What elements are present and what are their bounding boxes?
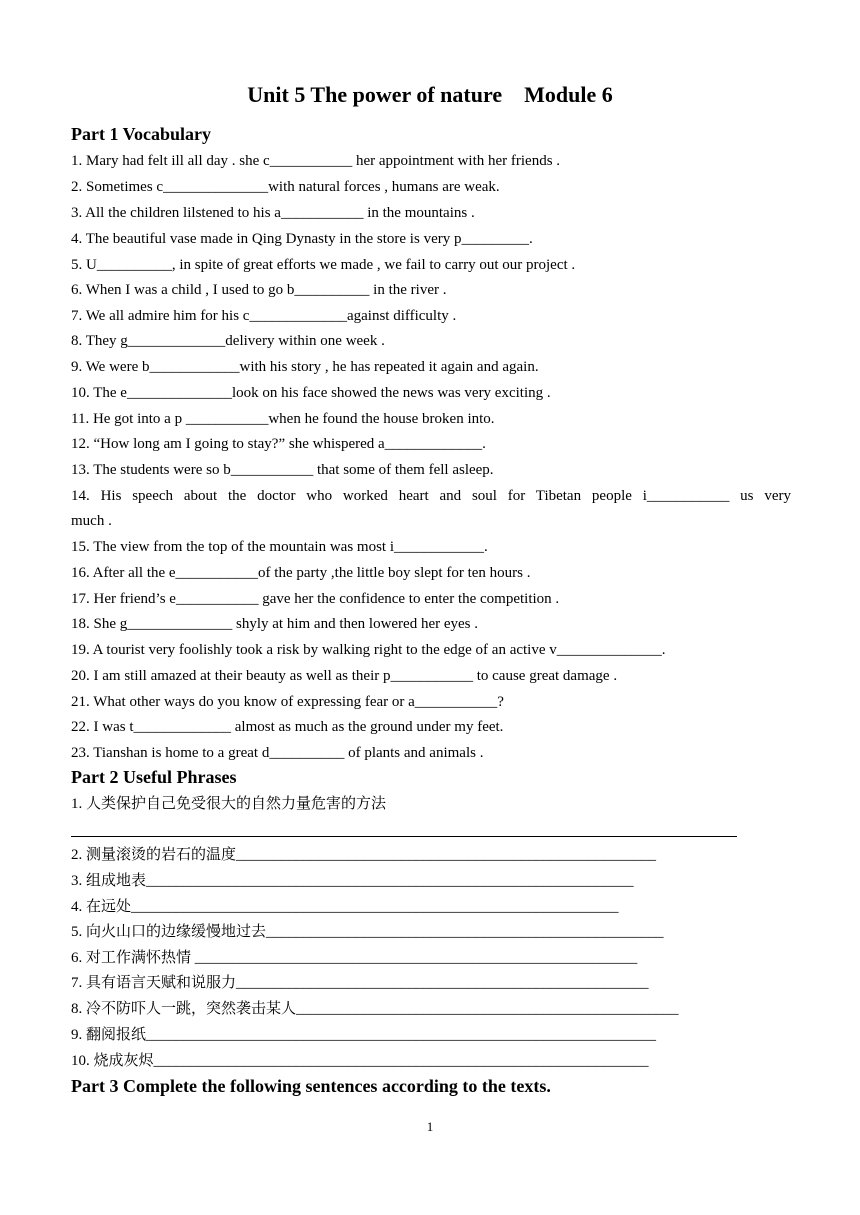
phrase-item-3: 3. 组成地表_________________________________________________________________ xyxy=(71,873,634,889)
vocab-item-2: 2. Sometimes c______________with natural forces , humans are weak. xyxy=(71,179,500,195)
vocab-item-3: 3. All the children lilstened to his a___________ in the mountains . xyxy=(71,205,475,221)
vocab-item-9: 9. We were b____________with his story , he has repeated it again and again. xyxy=(71,359,539,375)
vocab-item-5: 5. U__________, in spite of great efforts we made , we fail to carry out our project . xyxy=(71,257,576,273)
vocab-item-17: 17. Her friend’s e___________ gave her the confidence to enter the competition . xyxy=(71,591,560,607)
vocab-item-18: 18. She g______________ shyly at him and then lowered her eyes . xyxy=(71,616,479,632)
phrase-item-2: 2. 测量滚烫的岩石的温度________________________________________________________ xyxy=(71,847,657,863)
phrase-item-9: 9. 翻阅报纸____________________________________________________________________ xyxy=(71,1027,657,1043)
vocab-item-1: 1. Mary had felt ill all day . she c___________ her appointment with her friends . xyxy=(71,153,561,169)
vocab-item-22: 22. I was t_____________ almost as much as the ground under my feet. xyxy=(71,719,504,735)
phrase-item-1-answer-line xyxy=(71,836,737,837)
vocab-item-23: 23. Tianshan is home to a great d__________ of plants and animals . xyxy=(71,745,484,761)
page-number: 1 xyxy=(426,1119,434,1134)
phrase-item-5: 5. 向火山口的边缘缓慢地过去_____________________________________________________ xyxy=(71,924,664,940)
phrase-item-6: 6. 对工作满怀热情 ___________________________________________________________ xyxy=(71,950,638,966)
vocab-item-14-cont: much . xyxy=(71,513,112,529)
vocab-item-10: 10. The e______________look on his face showed the news was very exciting . xyxy=(71,385,551,401)
vocab-item-7: 7. We all admire him for his c_____________against difficulty . xyxy=(71,308,457,324)
phrase-item-8: 8. 冷不防吓人一跳，突然袭击某人___________________________________________________ xyxy=(71,1001,679,1017)
vocab-item-15: 15. The view from the top of the mountain was most i____________. xyxy=(71,539,488,555)
vocab-item-14: 14. His speech about the doctor who worked heart and soul for Tibetan people i___________ us very xyxy=(71,488,791,504)
page-title: Unit 5 The power of nature Module 6 xyxy=(247,82,613,107)
vocab-item-6: 6. When I was a child , I used to go b__________ in the river . xyxy=(71,282,447,298)
part3-heading: Part 3 Complete the following sentences according to the texts. xyxy=(71,1076,551,1096)
vocab-item-19: 19. A tourist very foolishly took a risk by walking right to the edge of an active v______________. xyxy=(71,642,666,658)
vocab-item-16: 16. After all the e___________of the party ,the little boy slept for ten hours . xyxy=(71,565,531,581)
part2-heading: Part 2 Useful Phrases xyxy=(71,767,237,787)
vocab-item-12: 12. “How long am I going to stay?” she whispered a_____________. xyxy=(71,436,486,452)
phrase-item-1: 1. 人类保护自己免受很大的自然力量危害的方法 xyxy=(71,796,387,812)
vocab-item-4: 4. The beautiful vase made in Qing Dynasty in the store is very p_________. xyxy=(71,231,533,247)
phrase-item-10: 10. 烧成灰烬__________________________________________________________________ xyxy=(71,1053,649,1069)
phrase-item-4: 4. 在远处_________________________________________________________________ xyxy=(71,899,619,915)
vocab-item-13: 13. The students were so b___________ that some of them fell asleep. xyxy=(71,462,494,478)
vocab-item-20: 20. I am still amazed at their beauty as well as their p___________ to cause great damage . xyxy=(71,668,618,684)
vocab-item-21: 21. What other ways do you know of expressing fear or a___________? xyxy=(71,694,504,710)
part1-heading: Part 1 Vocabulary xyxy=(71,124,212,144)
phrase-item-7: 7. 具有语言天赋和说服力_______________________________________________________ xyxy=(71,975,649,991)
vocab-item-8: 8. They g_____________delivery within one week . xyxy=(71,333,385,349)
vocab-item-11: 11. He got into a p ___________when he found the house broken into. xyxy=(71,411,495,427)
